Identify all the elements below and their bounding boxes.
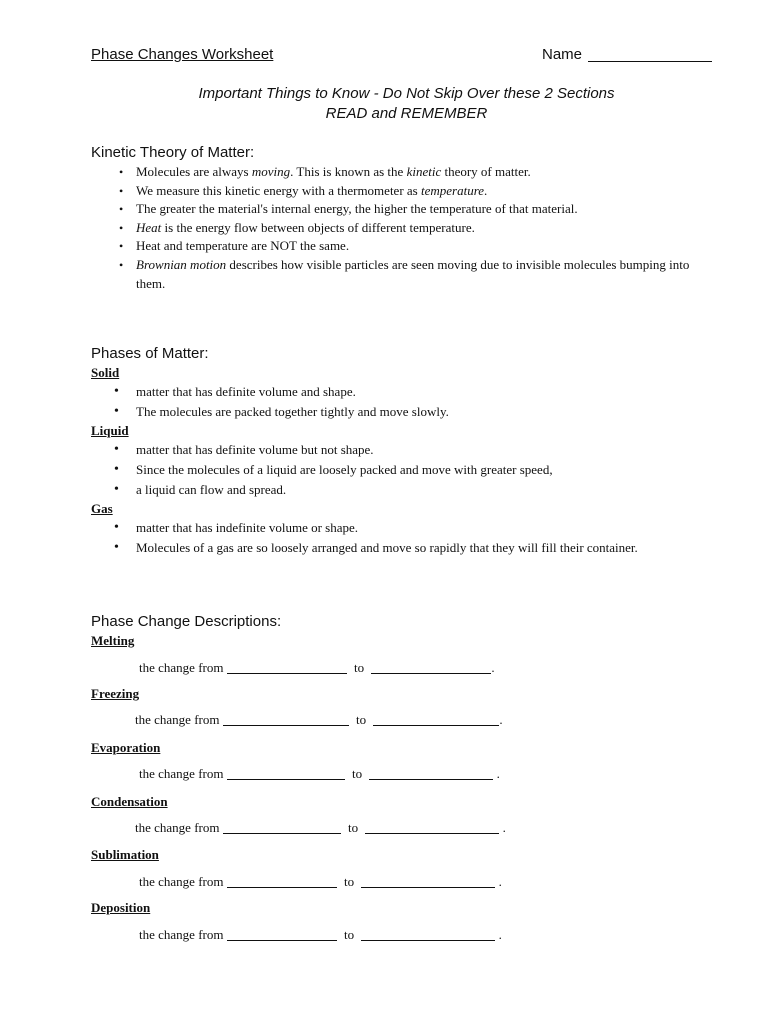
list-item: • matter that has indefinite volume or shape.: [91, 518, 751, 538]
to-blank[interactable]: [371, 661, 491, 674]
to-blank[interactable]: [365, 821, 499, 834]
to-blank[interactable]: [369, 767, 493, 780]
from-blank[interactable]: [227, 767, 345, 780]
list-item: • Molecules of a gas are so loosely arranged and move so rapidly that they will fill their container.: [91, 538, 751, 558]
name-label: Name: [542, 46, 583, 63]
intro-line-1: Important Things to Know - Do Not Skip Over these 2 Sections: [198, 85, 615, 102]
list-item: • The molecules are packed together tightly and move slowly.: [91, 402, 751, 422]
from-blank[interactable]: [223, 713, 349, 726]
worksheet-title: Phase Changes Worksheet: [91, 46, 274, 63]
liquid-list: [91, 440, 751, 500]
solid-label: Solid: [91, 365, 120, 380]
list-item: • Molecules are always moving. This is known as the kinetic theory of matter.: [91, 163, 741, 182]
list-item: • The greater the material's internal energy, the higher the temperature of that material.: [91, 200, 741, 219]
sublimation-line: the change from to .: [139, 874, 502, 889]
name-blank-line: [588, 46, 712, 62]
sublimation-label: Sublimation: [91, 847, 159, 862]
list-item: • Since the molecules of a liquid are loosely packed and move with greater speed,: [91, 460, 751, 480]
list-item: • matter that has definite volume and shape.: [91, 382, 751, 402]
freezing-line: the change from to .: [135, 712, 503, 727]
evaporation-line: the change from to .: [139, 766, 500, 781]
list-item: • Brownian motion describes how visible particles are seen moving due to invisible molecules bumping into them.: [91, 256, 741, 293]
phases-heading: Phases of Matter:: [91, 345, 209, 362]
list-item: • We measure this kinetic energy with a thermometer as temperature.: [91, 182, 741, 201]
liquid-label: Liquid: [91, 423, 129, 438]
gas-list: [91, 518, 751, 558]
name-field: [542, 46, 712, 63]
intro-line-2: READ and REMEMBER: [325, 105, 488, 122]
from-blank[interactable]: [227, 875, 337, 888]
solid-list: [91, 382, 751, 422]
from-blank[interactable]: [227, 928, 337, 941]
kinetic-heading: Kinetic Theory of Matter:: [91, 144, 255, 161]
to-blank[interactable]: [361, 928, 495, 941]
evaporation-label: Evaporation: [91, 740, 161, 755]
condensation-line: the change from to .: [135, 820, 506, 835]
condensation-label: Condensation: [91, 794, 168, 809]
kinetic-list: [91, 163, 741, 293]
from-blank[interactable]: [223, 821, 341, 834]
deposition-label: Deposition: [91, 900, 151, 915]
list-item: • matter that has definite volume but not shape.: [91, 440, 751, 460]
list-item: • Heat is the energy flow between objects of different temperature.: [91, 219, 741, 238]
deposition-line: the change from to .: [139, 927, 502, 942]
descriptions-heading: Phase Change Descriptions:: [91, 613, 282, 630]
to-blank[interactable]: [373, 713, 499, 726]
list-item: • a liquid can flow and spread.: [91, 480, 751, 500]
from-blank[interactable]: [227, 661, 347, 674]
melting-label: Melting: [91, 633, 135, 648]
list-item: • Heat and temperature are NOT the same.: [91, 237, 741, 256]
to-blank[interactable]: [361, 875, 495, 888]
gas-label: Gas: [91, 501, 113, 516]
melting-line: the change from to .: [139, 660, 495, 675]
freezing-label: Freezing: [91, 686, 140, 701]
